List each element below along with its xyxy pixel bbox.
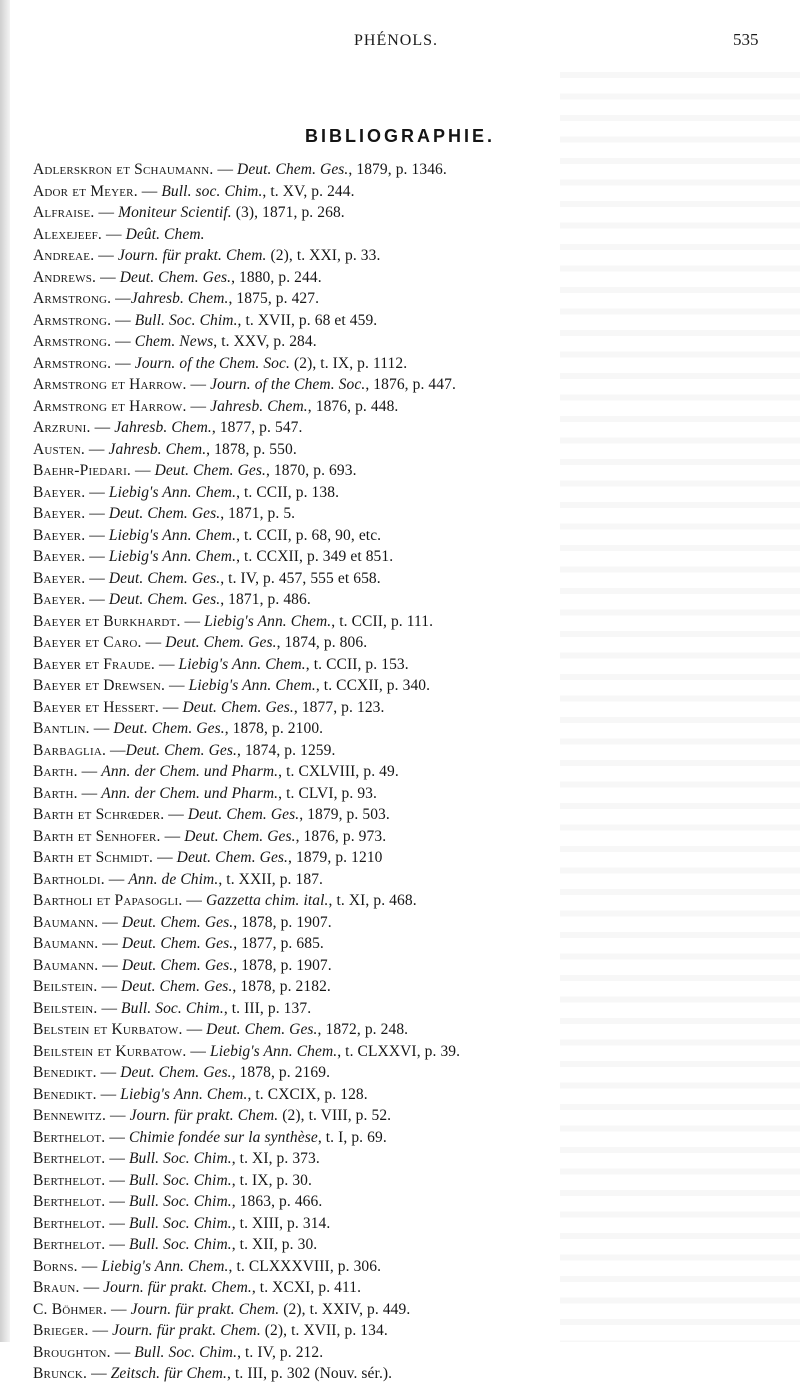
bibliography-entry	[33, 568, 773, 590]
entry-reference: — Deut. Chem. Ges., 1877, p. 123.	[158, 698, 385, 716]
bibliography-entry	[33, 912, 773, 934]
running-head: PHÉNOLS.	[354, 32, 439, 49]
entry-author: Armstrong et Harrow.	[33, 376, 187, 393]
bibliography-entry	[33, 869, 773, 891]
entry-author: Baumann.	[33, 935, 99, 952]
bibliography-entry	[33, 1170, 773, 1192]
entry-author: Armstrong.	[33, 290, 112, 307]
entry-reference: — Bull. Soc. Chim., t. XI, p. 373.	[105, 1150, 320, 1167]
bibliography-entry	[33, 1127, 773, 1149]
entry-reference: — Journ. für prakt. Chem., t. XCXI, p. 411.	[79, 1279, 362, 1296]
bibliography-entry	[33, 159, 773, 181]
entry-author: Borns.	[33, 1257, 78, 1275]
entry-reference: — Bull. soc. Chim., t. XV, p. 244.	[137, 182, 355, 200]
bibliography-entry	[33, 1299, 773, 1321]
bibliography-entry	[33, 245, 773, 267]
entry-author: Baehr-Piedari.	[33, 462, 132, 479]
bibliography-entry	[33, 804, 773, 826]
entry-reference: — Liebig's Ann. Chem., t. CXCIX, p. 128.	[96, 1085, 368, 1103]
bibliography-entry	[33, 546, 773, 568]
entry-author: Baumann.	[33, 956, 99, 974]
entry-reference: — Deut. Chem. Ges., 1878, p. 1907.	[98, 956, 332, 974]
entry-reference: — Deut. Chem. Ges., t. IV, p. 457, 555 et 658.	[85, 569, 381, 587]
entry-author: Bartholdi.	[33, 870, 105, 888]
entry-reference: — Jahresb. Chem., 1876, p. 448.	[186, 397, 399, 415]
bibliography-entry	[33, 1019, 773, 1041]
entry-reference: —Jahresb. Chem., 1875, p. 427.	[111, 290, 320, 307]
bibliography-entry	[33, 955, 773, 977]
entry-author: Berthelot.	[33, 1214, 106, 1232]
bibliography-entry	[33, 740, 773, 762]
entry-author: Barbaglia.	[33, 741, 107, 759]
entry-reference: — Bull. Soc. Chim., t. XIII, p. 314.	[105, 1214, 331, 1232]
bibliography-entry	[33, 1234, 773, 1256]
entry-reference: — Deut. Chem. Ges., 1878, p. 1907.	[98, 913, 332, 931]
entry-author: Armstrong.	[33, 333, 112, 350]
entry-author: Berthelot.	[33, 1150, 106, 1167]
entry-reference: — Deut. Chem. Ges., 1878, p. 2182.	[97, 978, 331, 995]
bibliography-entry	[33, 503, 773, 525]
entry-author: Armstrong et Harrow.	[33, 397, 187, 415]
entry-reference: — Liebig's Ann. Chem., t. CCII, p. 111.	[180, 612, 434, 630]
bibliography-entry	[33, 331, 773, 353]
entry-reference: — Bull. Soc. Chim., t. III, p. 137.	[97, 999, 312, 1017]
bibliography-list	[33, 159, 773, 1385]
entry-reference: — Deut. Chem. Ges., 1876, p. 973.	[160, 827, 387, 845]
entry-author: Armstrong.	[33, 354, 112, 372]
bibliography-entry	[33, 310, 773, 332]
entry-reference: — Deut. Chem. Ges., 1877, p. 685.	[98, 935, 324, 952]
entry-reference: — Moniteur Scientif. (3), 1871, p. 268.	[94, 204, 345, 221]
bibliography-entry	[33, 697, 773, 719]
bibliography-entry	[33, 1320, 773, 1342]
entry-author: Adlerskron et Schaumann.	[33, 161, 214, 178]
entry-author: Berthelot.	[33, 1193, 106, 1210]
bibliography-entry	[33, 1062, 773, 1084]
entry-author: Arzruni.	[33, 419, 91, 436]
entry-reference: — Journ. of the Chem. Soc., 1876, p. 447.	[186, 376, 456, 393]
page-number: 535	[733, 30, 759, 49]
entry-reference: — Deut. Chem. Ges., 1871, p. 486.	[85, 591, 311, 608]
bibliography-entry	[33, 288, 773, 310]
entry-author: Baeyer et Drewsen.	[33, 677, 166, 694]
entry-author: Baeyer.	[33, 505, 86, 522]
bibliography-entry	[33, 353, 773, 375]
entry-author: Baeyer.	[33, 548, 86, 565]
entry-author: Broughton.	[33, 1343, 111, 1361]
entry-reference: — Liebig's Ann. Chem., t. CCXII, p. 349 et 851.	[85, 548, 394, 565]
bibliography-entry	[33, 396, 773, 418]
entry-author: Barth et Schrœder.	[33, 806, 165, 823]
entry-author: Beilstein.	[33, 999, 98, 1017]
entry-author: Barth et Schmidt.	[33, 849, 154, 866]
bibliography-entry	[33, 890, 773, 912]
entry-reference: — Journ. für prakt. Chem. (2), t. XVII, p. 134.	[88, 1322, 388, 1339]
bibliography-entry	[33, 1342, 773, 1364]
bibliography-entry	[33, 998, 773, 1020]
entry-author: Austen.	[33, 440, 85, 458]
entry-author: Bartholi et Papasogli.	[33, 892, 183, 909]
entry-reference: — Liebig's Ann. Chem., t. CCII, p. 138.	[85, 483, 340, 501]
entry-reference: — Chimie fondée sur la synthèse, t. I, p. 69.	[105, 1128, 387, 1146]
bibliography-entry	[33, 654, 773, 676]
bibliography-entry	[33, 1213, 773, 1235]
entry-reference: — Deût. Chem.	[102, 225, 205, 243]
bibliography-entry	[33, 417, 773, 439]
entry-author: Baeyer.	[33, 569, 86, 587]
entry-reference: — Journ. für prakt. Chem. (2), t. XXIV, p. 449.	[107, 1300, 411, 1318]
entry-author: Barth.	[33, 763, 78, 780]
entry-author: Brunck.	[33, 1365, 88, 1382]
entry-author: C. Böhmer.	[33, 1300, 108, 1318]
bibliography-entry	[33, 202, 773, 224]
entry-author: Andreae.	[33, 247, 95, 264]
entry-reference: — Deut. Chem. Ges., 1878, p. 2169.	[96, 1064, 331, 1081]
bibliography-entry	[33, 482, 773, 504]
entry-author: Beilstein et Kurbatow.	[33, 1042, 187, 1060]
entry-reference: — Zeitsch. für Chem., t. III, p. 302 (Nouv. sér.).	[87, 1365, 393, 1382]
entry-author: Brieger.	[33, 1322, 89, 1339]
entry-reference: — Deut. Chem. Ges., 1871, p. 5.	[85, 505, 296, 522]
page-gutter-shadow	[0, 0, 10, 1342]
entry-author: Baeyer et Burkhardt.	[33, 612, 181, 630]
entry-reference: — Journ. of the Chem. Soc. (2), t. IX, p. 1112.	[111, 354, 408, 372]
entry-reference: — Deut. Chem. Ges., 1874, p. 806.	[141, 634, 368, 651]
entry-reference: — Jahresb. Chem., 1878, p. 550.	[84, 440, 297, 458]
entry-reference: — Gazzetta chim. ital., t. XI, p. 468.	[182, 892, 417, 909]
entry-reference: — Deut. Chem. Ges., 1879, p. 1346.	[213, 161, 447, 178]
entry-author: Benedikt.	[33, 1064, 97, 1081]
entry-author: Baumann.	[33, 913, 99, 931]
entry-reference: — Deut. Chem. Ges., 1872, p. 248.	[182, 1021, 409, 1038]
entry-author: Armstrong.	[33, 311, 112, 329]
entry-reference: — Ann. de Chim., t. XXII, p. 187.	[104, 870, 324, 888]
entry-author: Ador et Meyer.	[33, 182, 138, 200]
entry-reference: — Bull. Soc. Chim., t. XVII, p. 68 et 459.	[111, 311, 378, 329]
entry-author: Baeyer et Caro.	[33, 634, 142, 651]
bibliography-entry	[33, 783, 773, 805]
bibliography-entry	[33, 525, 773, 547]
bibliography-entry	[33, 1277, 773, 1299]
entry-reference: — Bull. Soc. Chim., t. IV, p. 212.	[110, 1343, 324, 1361]
entry-reference: — Deut. Chem. Ges., 1878, p. 2100.	[89, 720, 324, 737]
bibliography-entry	[33, 847, 773, 869]
entry-author: Baeyer.	[33, 591, 86, 608]
entry-author: Bantlin.	[33, 720, 90, 737]
bibliography-entry	[33, 224, 773, 246]
entry-reference: — Deut. Chem. Ges., 1880, p. 244.	[96, 268, 322, 286]
bibliography-entry	[33, 611, 773, 633]
entry-author: Baeyer et Hessert.	[33, 698, 159, 716]
entry-reference: — Chem. News, t. XXV, p. 284.	[111, 333, 317, 350]
entry-author: Beilstein.	[33, 978, 98, 995]
bibliography-entry	[33, 439, 773, 461]
bibliography-entry	[33, 933, 773, 955]
entry-author: Bennewitz.	[33, 1107, 107, 1124]
bibliography-entry	[33, 718, 773, 740]
bibliography-entry	[33, 1256, 773, 1278]
bibliography-entry	[33, 460, 773, 482]
entry-reference: — Bull. Soc. Chim., t. IX, p. 30.	[105, 1171, 313, 1189]
entry-reference: — Deut. Chem. Ges., 1870, p. 693.	[131, 462, 357, 479]
bibliography-entry	[33, 1363, 773, 1385]
entry-author: Barth et Senhofer.	[33, 827, 161, 845]
bibliography-entry	[33, 826, 773, 848]
entry-author: Braun.	[33, 1279, 80, 1296]
bibliography-entry	[33, 589, 773, 611]
entry-author: Belstein et Kurbatow.	[33, 1021, 183, 1038]
entry-reference: — Bull. Soc. Chim., 1863, p. 466.	[105, 1193, 323, 1210]
entry-author: Andrews.	[33, 268, 97, 286]
bibliography-entry	[33, 374, 773, 396]
bibliography-entry	[33, 1148, 773, 1170]
entry-reference: — Ann. der Chem. und Pharm., t. CLVI, p. 93.	[77, 784, 378, 802]
entry-reference: — Journ. für prakt. Chem. (2), t. XXI, p. 33.	[94, 247, 381, 264]
entry-author: Barth.	[33, 784, 78, 802]
entry-author: Alfraise.	[33, 204, 95, 221]
entry-author: Baeyer.	[33, 526, 86, 544]
entry-reference: —Deut. Chem. Ges., 1874, p. 1259.	[106, 741, 336, 759]
bibliography-entry	[33, 267, 773, 289]
entry-author: Baeyer et Fraude.	[33, 655, 155, 673]
bibliography-entry	[33, 1105, 773, 1127]
entry-reference: — Bull. Soc. Chim., t. XII, p. 30.	[105, 1236, 318, 1253]
entry-reference: — Liebig's Ann. Chem., t. CLXXXVIII, p. 306.	[77, 1257, 382, 1275]
entry-reference: — Liebig's Ann. Chem., t. CCXII, p. 340.	[165, 677, 431, 694]
bibliography-entry	[33, 632, 773, 654]
bibliography-entry	[33, 1041, 773, 1063]
entry-reference: — Ann. der Chem. und Pharm., t. CXLVIII, p. 49.	[77, 763, 399, 780]
bibliography-entry	[33, 761, 773, 783]
entry-reference: — Deut. Chem. Ges., 1879, p. 503.	[164, 806, 390, 823]
entry-author: Baeyer.	[33, 483, 86, 501]
bibliography-entry	[33, 1191, 773, 1213]
section-title: BIBLIOGRAPHIE.	[304, 126, 495, 146]
entry-reference: — Liebig's Ann. Chem., t. CCII, p. 68, 90, etc.	[85, 526, 382, 544]
entry-reference: — Journ. für prakt. Chem. (2), t. VIII, p. 52.	[106, 1107, 392, 1124]
entry-reference: — Liebig's Ann. Chem., t. CCII, p. 153.	[154, 655, 409, 673]
entry-author: Berthelot.	[33, 1128, 106, 1146]
entry-author: Alexejeef.	[33, 225, 103, 243]
entry-author: Benedikt.	[33, 1085, 97, 1103]
bibliography-entry	[33, 675, 773, 697]
bibliography-entry	[33, 976, 773, 998]
entry-reference: — Deut. Chem. Ges., 1879, p. 1210	[153, 849, 383, 866]
entry-author: Berthelot.	[33, 1236, 106, 1253]
bibliography-entry	[33, 181, 773, 203]
entry-author: Berthelot.	[33, 1171, 106, 1189]
entry-reference: — Liebig's Ann. Chem., t. CLXXVI, p. 39.	[186, 1042, 461, 1060]
bibliography-entry	[33, 1084, 773, 1106]
entry-reference: — Jahresb. Chem., 1877, p. 547.	[90, 419, 303, 436]
